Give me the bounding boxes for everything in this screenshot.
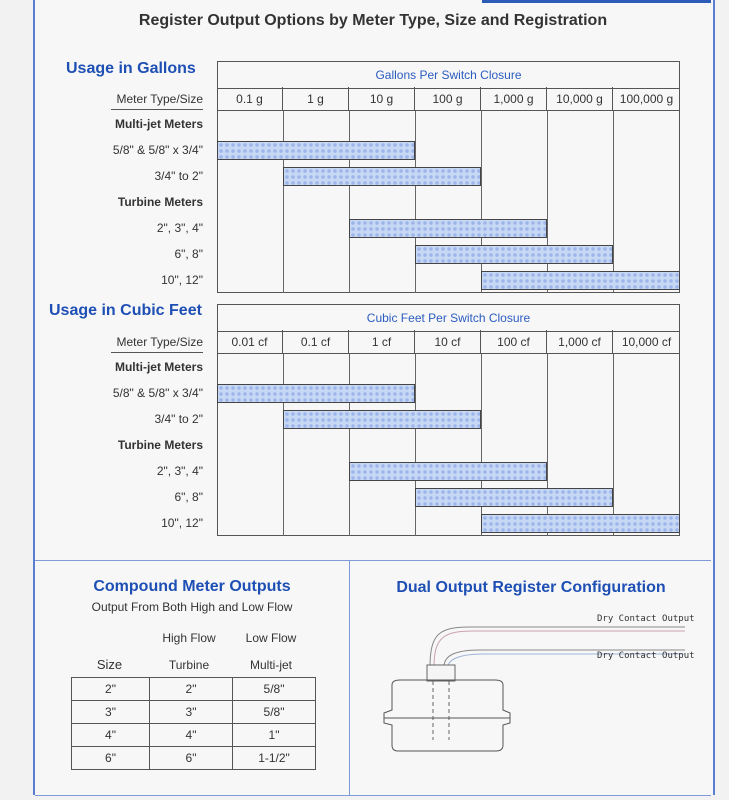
dual-output-label-1: Dry Contact Output [597, 614, 695, 624]
section-divider-vertical [349, 560, 350, 795]
table-cell: 6" [72, 747, 150, 770]
gallons-row-label: 2", 3", 4" [156, 221, 203, 235]
cubic-column-divider [547, 354, 548, 536]
top-accent-bar [482, 0, 711, 3]
gallons-row-label: 6", 8" [174, 247, 203, 261]
gallons-column-header: 100,000 g [613, 87, 680, 111]
cubic-column-divider [415, 354, 416, 536]
cubic-size-label: Meter Type/Size [116, 335, 203, 349]
section-divider-bottom [35, 795, 711, 796]
multijet-label: Multi-jet [249, 658, 292, 672]
cubic-range-bar [481, 514, 680, 533]
cubic-row-label: 2", 3", 4" [156, 464, 203, 478]
cubic-row-label: 10", 12" [161, 516, 203, 530]
table-cell: 4" [72, 724, 150, 747]
cubic-column-header: 1,000 cf [547, 330, 613, 354]
cubic-grid-header: Cubic Feet Per Switch Closure [218, 305, 679, 332]
gallons-column-header: 10,000 g [547, 87, 613, 111]
gallons-column-divider [547, 111, 548, 293]
cubic-column-header: 0.01 cf [217, 330, 283, 354]
table-cell: 3" [150, 701, 233, 724]
table-cell: 1-1/2" [233, 747, 316, 770]
gallons-range-bar [217, 141, 415, 160]
section-divider-1 [35, 560, 711, 561]
gallons-column-header: 1,000 g [481, 87, 547, 111]
gallons-row-label: 5/8" & 5/8" x 3/4" [112, 143, 203, 157]
table-row [72, 747, 316, 770]
page-title: Register Output Options by Meter Type, Size and Registration [138, 12, 608, 29]
compound-section-title: Compound Meter Outputs [93, 578, 291, 595]
cubic-range-bar [217, 384, 415, 403]
high-flow-label: High Flow [162, 631, 216, 645]
cubic-column-header: 100 cf [481, 330, 547, 354]
gallons-range-bar [415, 245, 613, 264]
gallons-grid-header: Gallons Per Switch Closure [218, 62, 679, 89]
table-row [72, 701, 316, 724]
cubic-row-label: 5/8" & 5/8" x 3/4" [112, 386, 203, 400]
gallons-column-divider [481, 111, 482, 293]
gallons-column-divider [283, 111, 284, 293]
table-cell: 6" [150, 747, 233, 770]
table-row [72, 724, 316, 747]
cubic-column-header: 10,000 cf [613, 330, 680, 354]
cubic-column-divider [283, 354, 284, 536]
gallons-column-header: 100 g [415, 87, 481, 111]
gallons-section-title: Usage in Gallons [66, 60, 196, 77]
gallons-group-label: Multi-jet Meters [114, 117, 203, 131]
register-diagram [370, 605, 710, 755]
dual-section-title: Dual Output Register Configuration [396, 579, 666, 596]
gallons-size-underline [111, 109, 203, 110]
connector-stem [427, 665, 455, 681]
cubic-column-divider [349, 354, 350, 536]
cubic-column-header: 10 cf [415, 330, 481, 354]
cubic-column-header: 1 cf [349, 330, 415, 354]
cubic-group-label: Turbine Meters [117, 438, 203, 452]
table-cell: 5/8" [233, 701, 316, 724]
gallons-column-header: 10 g [349, 87, 415, 111]
table-row [72, 678, 316, 701]
gallons-range-bar [481, 271, 680, 290]
compound-subtitle: Output From Both High and Low Flow [91, 600, 293, 614]
size-label: Size [96, 657, 123, 672]
table-cell: 4" [150, 724, 233, 747]
cubic-row-label: 6", 8" [174, 490, 203, 504]
dual-output-label-2: Dry Contact Output [597, 651, 695, 661]
turbine-label: Turbine [168, 658, 210, 672]
table-cell: 2" [150, 678, 233, 701]
wire-2 [434, 631, 685, 667]
cubic-row-label: 3/4" to 2" [154, 412, 203, 426]
compound-table [71, 677, 316, 770]
cubic-range-bar [349, 462, 547, 481]
table-cell: 2" [72, 678, 150, 701]
cubic-range-bar [415, 488, 613, 507]
cubic-size-underline [111, 352, 203, 353]
gallons-column-divider [613, 111, 614, 293]
gallons-row-label: 3/4" to 2" [154, 169, 203, 183]
gallons-range-bar [283, 167, 481, 186]
low-flow-label: Low Flow [245, 631, 297, 645]
register-body [384, 680, 510, 751]
cubic-column-header: 0.1 cf [283, 330, 349, 354]
wire-1 [430, 627, 685, 667]
gallons-size-label: Meter Type/Size [116, 92, 203, 106]
cubic-group-label: Multi-jet Meters [114, 360, 203, 374]
cubic-column-divider [613, 354, 614, 536]
cubic-column-divider [481, 354, 482, 536]
gallons-group-label: Turbine Meters [117, 195, 203, 209]
gallons-column-header: 1 g [283, 87, 349, 111]
gallons-range-bar [349, 219, 547, 238]
cubic-section-title: Usage in Cubic Feet [49, 302, 202, 319]
gallons-row-label: 10", 12" [161, 273, 203, 287]
table-cell: 5/8" [233, 678, 316, 701]
gallons-column-divider [349, 111, 350, 293]
table-cell: 3" [72, 701, 150, 724]
gallons-column-divider [415, 111, 416, 293]
cubic-range-bar [283, 410, 481, 429]
gallons-column-header: 0.1 g [217, 87, 283, 111]
table-cell: 1" [233, 724, 316, 747]
